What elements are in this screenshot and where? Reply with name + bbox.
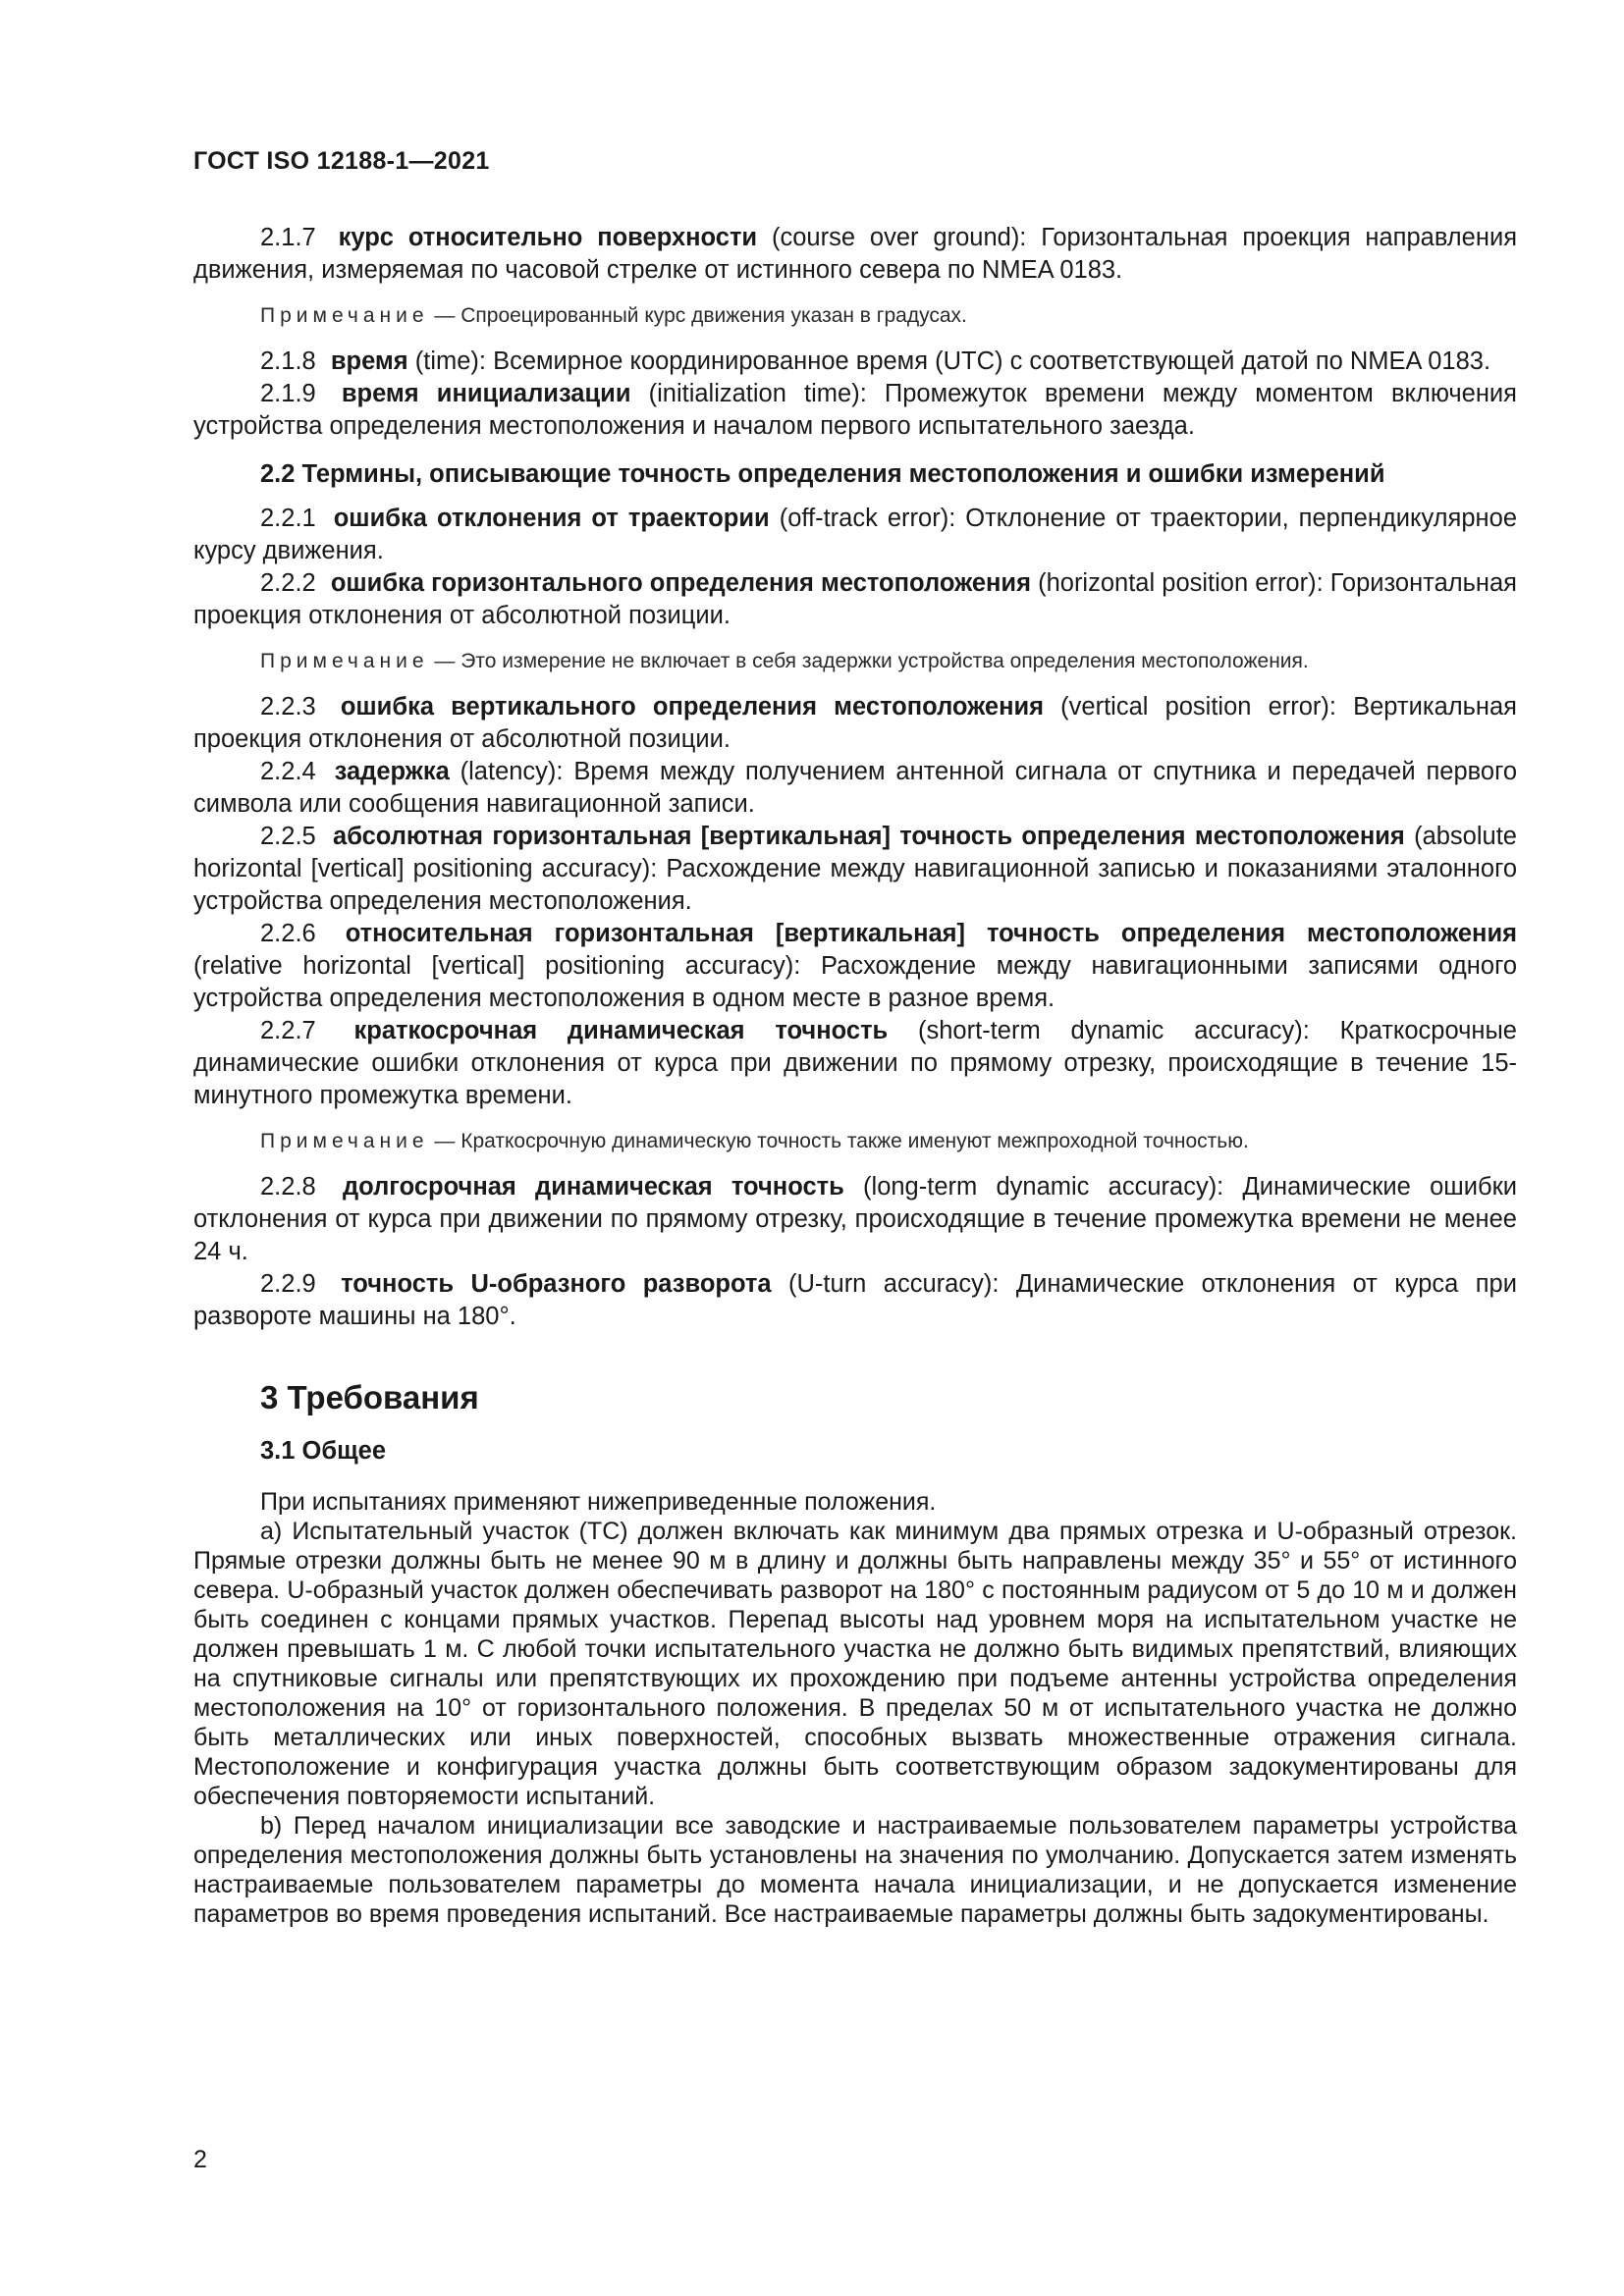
- term-number: 2.2.7: [260, 1017, 316, 1044]
- term-definition: (long-term dynamic accuracy): Динамические ошибки отклонения от курса при движении по прямому отрезку, происходящие в течение промежутка времени не менее 24 ч.: [193, 1173, 1517, 1265]
- subsection-heading-3-1: 3.1 Общее: [260, 1437, 386, 1465]
- term-2-1-7: [193, 222, 1517, 287]
- term-number: 2.2.2: [260, 569, 316, 597]
- requirements-block: [193, 1487, 1517, 1929]
- note-label: Примечание: [260, 1130, 429, 1152]
- term-number: 2.1.8: [260, 347, 316, 375]
- term-number: 2.2.5: [260, 823, 316, 850]
- term-2-2-8: [193, 1171, 1517, 1268]
- term-definition: (relative horizontal [vertical] positioning accuracy): Расхождение между навигационными записями одного устройства определения местоположения в одном месте в разное время.: [193, 952, 1517, 1012]
- term-definition: (U-turn accuracy): Динамические отклонения от курса при развороте машины на 180°.: [193, 1270, 1517, 1330]
- term-definition: (latency): Время между получением антенной сигнала от спутника и передачей первого символа или сообщения навигационной записи.: [193, 758, 1517, 818]
- term-2-2-3: [193, 691, 1517, 756]
- term-2-1-9: [193, 378, 1517, 443]
- note-text: — Это измерение не включает в себя задержки устройства определения местоположения.: [428, 650, 1309, 672]
- note-text: — Краткосрочную динамическую точность также именуют межпроходной точностью.: [428, 1130, 1249, 1152]
- term-title: задержка: [334, 758, 450, 785]
- term-title: курс относительно поверхности: [338, 224, 758, 251]
- note-1: [193, 302, 1517, 330]
- term-title: время инициализации: [341, 380, 631, 407]
- term-number: 2.2.4: [260, 758, 316, 785]
- term-2-2-7: [193, 1015, 1517, 1112]
- document-header: ГОСТ ISO 12188-1—2021: [193, 147, 490, 175]
- subsection-heading-2-2: 2.2 Термины, описывающие точность определения местоположения и ошибки измерений: [260, 460, 1385, 488]
- requirement-item-a: а) Испытательный участок (ТС) должен включать как минимум два прямых отрезка и U-образный отрезок. Прямые отрезки должны быть не менее 90 м в длину и должны быть направлены между 35° и 55° от истинного севера. U-образный участок должен обеспечивать разворот на 180° с постоянным радиусом от 5 до 10 м и должен быть соединен с концами прямых участков. Перепад высоты над уровнем моря на испытательном участке не должен превышать 1 м. С любой точки испытательного участка не должно быть видимых препятствий, влияющих на спутниковые сигналы или препятствующих их прохождению при подъеме антенны устройства определения местоположения на 10° от горизонтального положения. В пределах 50 м от испытательного участка не должно быть металлических или иных поверхностей, способных вызвать множественные отражения сигнала. Местоположение и конфигурация участка должны быть соответствующим образом задокументированы для обеспечения повторяемости испытаний.: [193, 1518, 1517, 1810]
- term-title: относительная горизонтальная [вертикальная] точность определения местоположения: [345, 920, 1517, 947]
- term-2-2-9: [193, 1268, 1517, 1333]
- term-title: точность U-образного разворота: [341, 1270, 772, 1298]
- document-body: [193, 222, 1517, 1929]
- term-title: ошибка вертикального определения местоположения: [340, 693, 1045, 721]
- term-definition: (vertical position error): Вертикальная проекция отклонения от абсолютной позиции.: [193, 693, 1517, 753]
- term-title: ошибка горизонтального определения местоположения: [330, 569, 1031, 597]
- note-text: — Спроецированный курс движения указан в градусах.: [428, 304, 967, 327]
- note-3: [193, 1128, 1517, 1155]
- term-title: абсолютная горизонтальная [вертикальная] точность определения местоположения: [333, 823, 1405, 850]
- term-definition: (absolute horizontal [vertical] positioning accuracy): Расхождение между навигационной записью и показаниями эталонного устройства определения местоположения.: [193, 823, 1517, 915]
- note-2: [193, 648, 1517, 675]
- term-number: 2.2.3: [260, 693, 316, 721]
- note-label: Примечание: [260, 650, 429, 672]
- term-title: ошибка отклонения от траектории: [333, 505, 770, 532]
- term-2-2-6: [193, 918, 1517, 1015]
- term-2-2-5: [193, 821, 1517, 918]
- term-definition: (off-track error): Отклонение от траектории, перпендикулярное курсу движения.: [193, 505, 1517, 564]
- term-number: 2.2.6: [260, 920, 316, 947]
- term-number: 2.1.9: [260, 380, 316, 407]
- requirements-intro: При испытаниях применяют нижеприведенные положения.: [260, 1488, 937, 1516]
- requirement-item-b: b) Перед началом инициализации все заводские и настраиваемые пользователем параметры устройства определения местоположения должны быть установлены на значения по умолчанию. Допускается затем изменять настраиваемые пользователем параметры до момента начала инициализации, и не допускается изменение параметров во время проведения испытаний. Все настраиваемые параметры должны быть задокументированы.: [193, 1812, 1517, 1928]
- term-definition: (course over ground): Горизонтальная проекция направления движения, измеряемая по часовой стрелке от истинного севера по NMEA 0183.: [193, 224, 1518, 284]
- term-definition: (time): Всемирное координированное время (UTC) с соответствующей датой по NMEA 0183.: [407, 347, 1491, 375]
- term-2-1-8: [193, 346, 1517, 378]
- term-title: время: [330, 347, 408, 375]
- term-number: 2.1.7: [260, 224, 316, 251]
- term-2-2-2: [193, 567, 1517, 632]
- term-definition: (initialization time): Промежуток времени между моментом включения устройства определения местоположения и началом первого испытательного заезда.: [193, 380, 1517, 440]
- section-heading-3: 3 Требования: [260, 1379, 479, 1415]
- term-number: 2.2.8: [260, 1173, 316, 1201]
- term-title: краткосрочная динамическая точность: [353, 1017, 889, 1044]
- term-title: долгосрочная динамическая точность: [342, 1173, 844, 1201]
- term-2-2-1: [193, 503, 1517, 567]
- note-label: Примечание: [260, 304, 429, 327]
- term-2-2-4: [193, 756, 1517, 821]
- term-definition: (short-term dynamic accuracy): Краткосрочные динамические ошибки отклонения от курса при движении по прямому отрезку, происходящие в течение 15-минутного промежутка времени.: [193, 1017, 1517, 1109]
- term-number: 2.2.1: [260, 505, 316, 532]
- term-number: 2.2.9: [260, 1270, 316, 1298]
- term-definition: (horizontal position error): Горизонтальная проекция отклонения от абсолютной позиции.: [193, 569, 1517, 629]
- page-number: 2: [193, 2146, 207, 2173]
